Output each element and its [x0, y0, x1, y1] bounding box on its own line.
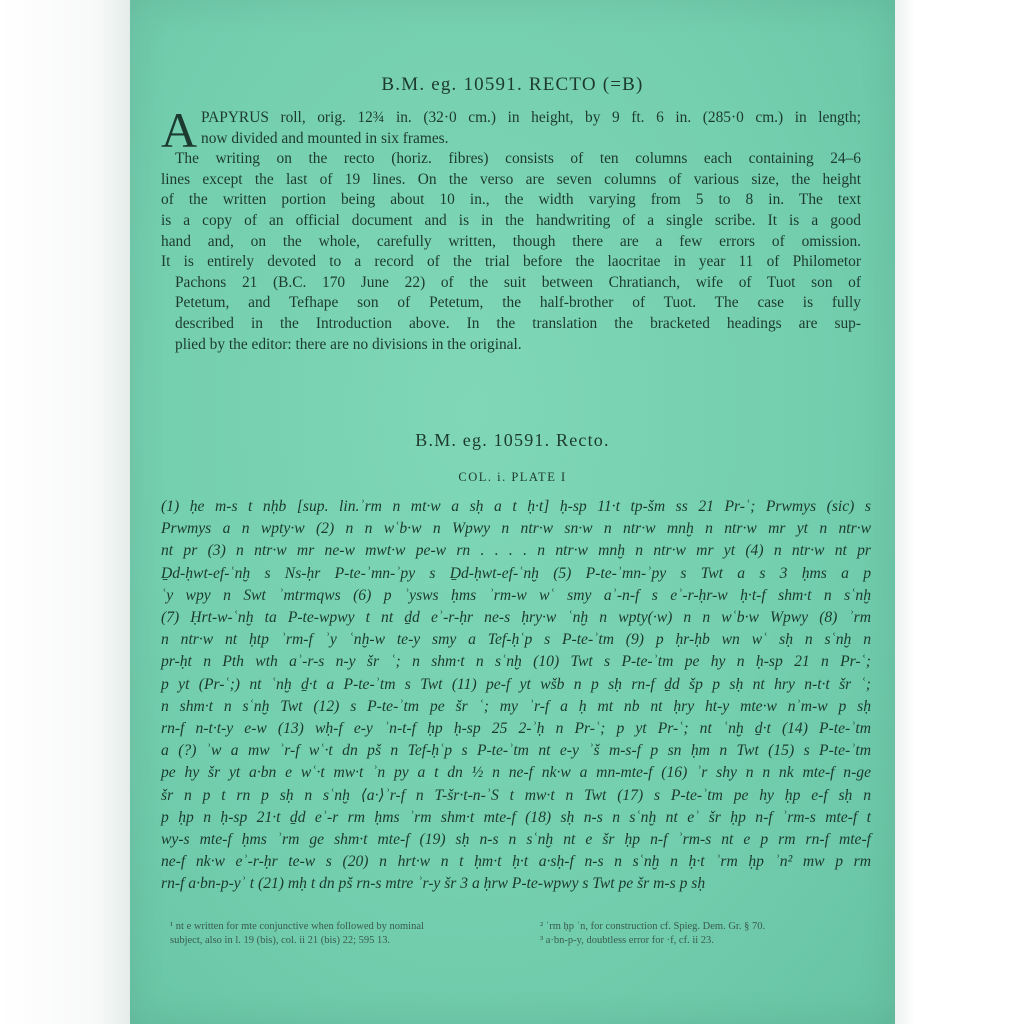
transliteration-line: Prwmys a n wpty·w (2) n n wʿb·w n Wpwy n ntr·w sn·w n ntr·w mnḫ n ntr·w mr yt n ntr·w [161, 520, 871, 538]
column-heading: COL. i. PLATE I [458, 470, 567, 484]
transliteration-line: (7) Ḥrt-w-ʿnḫ ta P-te-wpwy t nt ḏd eʾ-r-ḥr ne-s ḥry·w ʿnḫ n wpty(·w) n n wʿb·w Wpwy (8) ʾrm [161, 609, 871, 627]
transliteration-line: wy-s mte-f ḥms ʾrm ge shm·t mte-f (19) sḥ n-s n sʿnḫ nt e šr ḥp n-f ʾrm-s nt e p rm rn-f mte-f [161, 831, 871, 849]
transliteration-line: p ḥp n ḥ-sp 21·t ḏd eʾ-r rm ḥms ʾrm shm·t mte-f (18) sḥ n-s n sʿnḫ nt eʾ šr ḥp n-f ʾrm-s mte-f t [161, 808, 871, 826]
drop-cap: A [161, 102, 198, 158]
transliteration-line: nt pr (3) n ntr·w mr ne-w mwt·w pe-w rn . . . . n ntr·w mnḫ n ntr·w mr yt (4) n ntr·w nt pr [161, 542, 871, 560]
intro-line: PAPYRUS roll, orig. 12¾ in. (32·0 cm.) in height, by 9 ft. 6 in. (285·0 cm.) in length; [201, 109, 861, 126]
transliteration-line: ʿy wpy n Swt ʾmtrmqws (6) p ʾysws ḥms ʾrm-w wʿ smy aʾ-n-f s eʾ-r-ḥr-w ḥ·t-f shm·t n sʿnḫ [161, 586, 871, 604]
intro-line: of the written portion being about 10 in., the width varying from 5 to 8 in. The text [161, 191, 861, 209]
left-background [0, 0, 130, 1024]
footnote-line: ³ a·bn-p-y, doubtless error for ·f, cf. ii 23. [540, 935, 714, 946]
footnote-line: subject, also in l. 19 (bis), col. ii 21 (bis) 22; 595 13. [170, 935, 391, 946]
transliteration-line: n ntr·w nt ḥtp ʾrm-f ʾy ʿnḫ-w te-y smy a Tef-ḥʿp s P-te-ʾtm (9) p ḥr-ḥb wn wʿ sḥ n sʿnḫ n [161, 631, 871, 649]
transliteration-line: rn-f n-t·t-y e-w (13) wḥ-f e-y ʾn-t-f ḥp ḥ-sp 25 2-ʾḥ n Pr-ʿ; p yt Pr-ʿ; nt ʿnḫ ḏ·t (14) P-te-ʾtm [161, 720, 871, 738]
transliteration-line: šr n p t rn p sḥ n sʿnḫ ⟨a·⟩ʾr-f n T-šr·t-n-ʾS t mw·t n Twt (17) s P-te-ʾtm pe hy ḥp e-f sḥ n [161, 786, 871, 804]
transliteration-line: rn-f a·bn-p-yʾ t (21) mḥ t dn pš rn-s mtre ʾr-y šr 3 a ḥrw P-te-wpwy s Twt pe šr m-s p sḥ [161, 875, 706, 893]
intro-line: now divided and mounted in six frames. [201, 129, 449, 147]
intro-line: lines except the last of 19 lines. On the verso are seven columns of various size, the height [161, 170, 861, 188]
footnote-line: ² ʾrm ḥp ʾn, for construction cf. Spieg. Dem. Gr. § 70. [540, 921, 766, 932]
right-background [895, 0, 1024, 1024]
document-page [130, 0, 895, 1024]
document-title: B.M. eg. 10591. RECTO (=B) [381, 74, 644, 95]
intro-line: Pachons 21 (B.C. 170 June 22) of the suit between Chratianch, wife of Tuot son of [175, 273, 861, 291]
transliteration-line: p yt (Pr-ʿ;) nt ʿnḫ ḏ·t a P-te-ʾtm s Twt (11) pe-f yt wšb n p sḥ rn-f ḏd šp p sḥ nt hry n-t·t šr ʿ; [161, 675, 871, 693]
footnote-line: ¹ nt e written for mte conjunctive when followed by nominal [170, 921, 424, 932]
transliteration-text [161, 496, 871, 896]
intro-line: is a copy of an official document and is in the handwriting of a single scribe. It is a good [161, 211, 861, 229]
intro-line: described in the Introduction above. In the translation the bracketed headings are sup- [175, 314, 861, 332]
transliteration-line: n shm·t n sʿnḫ Twt (12) s P-te-ʾtm pe šr ʿ; my ʾr-f a ḥ mt nb nt ḥry ht-y mte·w nʾm-w p sḥ [161, 697, 871, 715]
transliteration-line: pr-ḥt n Pth wth aʾ-r-s n-y šr ʿ; n shm·t n sʿnḫ (10) Twt s P-te-ʾtm pe hy n ḥ-sp 21 n Pr-ʿ; [161, 653, 871, 671]
intro-line: hand and, on the whole, carefully written, though there are a few errors of omission. [161, 232, 861, 250]
intro-line: The writing on the recto (horiz. fibres) consists of ten columns each containing 24–6 [175, 150, 861, 168]
intro-line: It is entirely devoted to a record of the trial before the laocritae in year 11 of Philometor [161, 253, 861, 271]
transliteration-line: pe hy šr yt a·bn e wʿ·t mw·t ʾn py a t dn ½ n ne-f nk·w a mn-mte-f (16) ʾr shy n n nk mte-f n-ge [161, 764, 871, 782]
intro-line: plied by the editor: there are no divisions in the original. [175, 335, 522, 353]
transliteration-line: ne-f nk·w eʾ-r-ḥr te-w s (20) n hrt·w n t ḥm·t ḥ·t a·sḥ-f n-s n sʿnḫ n ḥ·t ʾrm ḥp ʾn² mw p rm [161, 853, 871, 871]
footnote-left [170, 920, 424, 948]
transliteration-line: (1) ḥe m-s t nḥb [sup. lin.ʾrm n mt·w a sḥ a t ḥ·t] ḥ-sp 11·t tp-šm ss 21 Pr-ʿ; Prwmys (sic) s [161, 498, 871, 515]
intro-line: Petetum, and Tefhape son of Petetum, the half-brother of Tuot. The case is fully [175, 294, 861, 312]
intro-paragraph [161, 102, 861, 355]
transliteration-line: Ḏd-ḥwt-ef-ʿnḫ s Ns-ḥr P-te-ʾmn-ʾpy s Ḏd-ḥwt-ef-ʿnḫ (5) P-te-ʾmn-ʾpy s Twt a s 3 ḥms a p [161, 564, 871, 582]
footnote-right [540, 920, 765, 948]
transliteration-line: a (?) ʾw a mw ʾr-f wʿ·t dn pš n Tef-ḥʿp s P-te-ʾtm nt e-y ʾš m-s-f p sn ḥm n Twt (15) s P-te-ʾtm [161, 742, 871, 760]
section-heading: B.M. eg. 10591. Recto. [415, 430, 610, 450]
